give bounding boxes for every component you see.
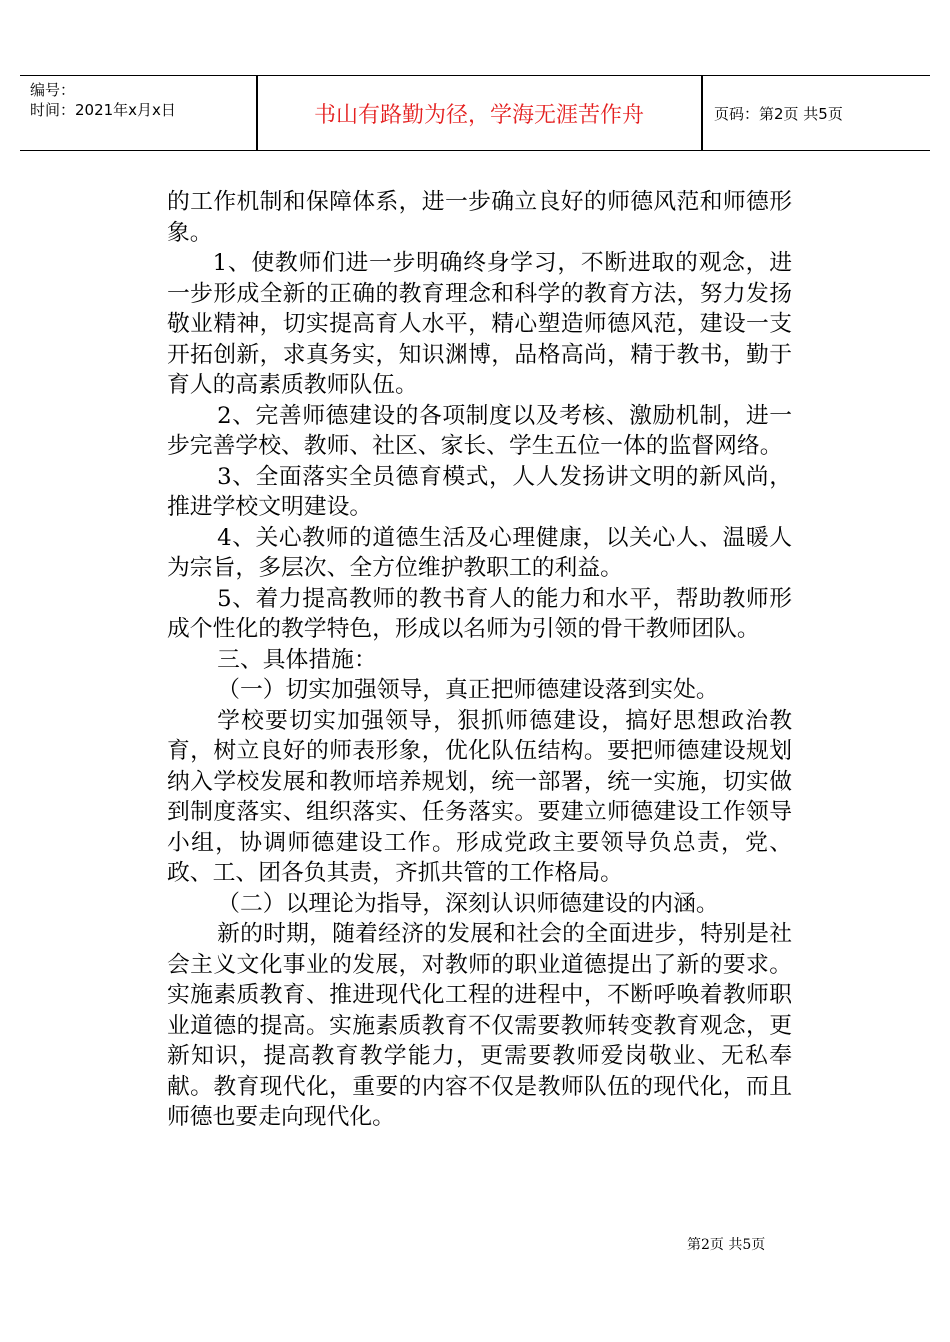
document-time-label: 时间：2021年x月x日 xyxy=(30,101,176,119)
paragraph-goal-1: 1、使教师们进一步明确终身学习，不断进取的观念，进一步形成全新的正确的教育理念和科学的教育方法，努力发扬敬业精神，切实提高育人水平，精心塑造师德风范，建设一支开拓创新，求真务实，知识渊博，品格高尚，精于教书，勤于育人的高素质教师队伍。 xyxy=(167,250,792,398)
page-header xyxy=(20,75,930,151)
header-motto: 书山有路勤为径，学海无涯苦作舟 xyxy=(313,102,644,128)
document-body xyxy=(167,187,792,1133)
header-divider-right xyxy=(701,76,703,150)
subheading-theory: （二）以理论为指导，深刻认识师德建设的内涵。 xyxy=(217,890,719,917)
header-page-info: 页码：第2页 共5页 xyxy=(714,104,843,123)
paragraph-goal-5: 5、着力提高教师的教书育人的能力和水平，帮助教师形成个性化的教学特色，形成以名师为引领的骨干教师团队。 xyxy=(167,585,792,642)
subheading-leadership: （一）切实加强领导，真正把师德建设落到实处。 xyxy=(217,677,719,703)
section-heading-measures: 三、具体措施： xyxy=(217,646,377,673)
paragraph-goal-3: 3、全面落实全员德育模式，人人发扬讲文明的新风尚，推进学校文明建设。 xyxy=(167,463,792,520)
page-footer: 第2页 共5页 xyxy=(687,1237,766,1253)
header-meta xyxy=(30,80,176,120)
paragraph-theory: 新的时期，随着经济的发展和社会的全面进步，特别是社会主义文化事业的发展，对教师的职业道德提出了新的要求。实施素质教育、推进现代化工程的进程中，不断呼唤着教师职业道德的提高。实施素质教育不仅需要教师转变教育观念，更新知识，提高教育教学能力，更需要教师爱岗敬业、无私奉献。教育现代化，重要的内容不仅是教师队伍的现代化，而且师德也要走向现代化。 xyxy=(167,921,792,1130)
paragraph-continuation: 的工作机制和保障体系，进一步确立良好的师德风范和师德形象。 xyxy=(167,189,792,246)
document-number-label: 编号： xyxy=(30,81,76,99)
paragraph-leadership: 学校要切实加强领导，狠抓师德建设，搞好思想政治教育，树立良好的师表形象，优化队伍结构。要把师德建设规划纳入学校发展和教师培养规划，统一部署，统一实施，切实做到制度落实、组织落实、任务落实。要建立师德建设工作领导小组，协调师德建设工作。形成党政主要领导负总责，党、政、工、团各负其责，齐抓共管的工作格局。 xyxy=(167,707,792,886)
paragraph-goal-4: 4、关心教师的道德生活及心理健康，以关心人、温暖人为宗旨，多层次、全方位维护教职工的利益。 xyxy=(167,524,792,581)
paragraph-goal-2: 2、完善师德建设的各项制度以及考核、激励机制，进一步完善学校、教师、社区、家长、学生五位一体的监督网络。 xyxy=(167,402,792,459)
